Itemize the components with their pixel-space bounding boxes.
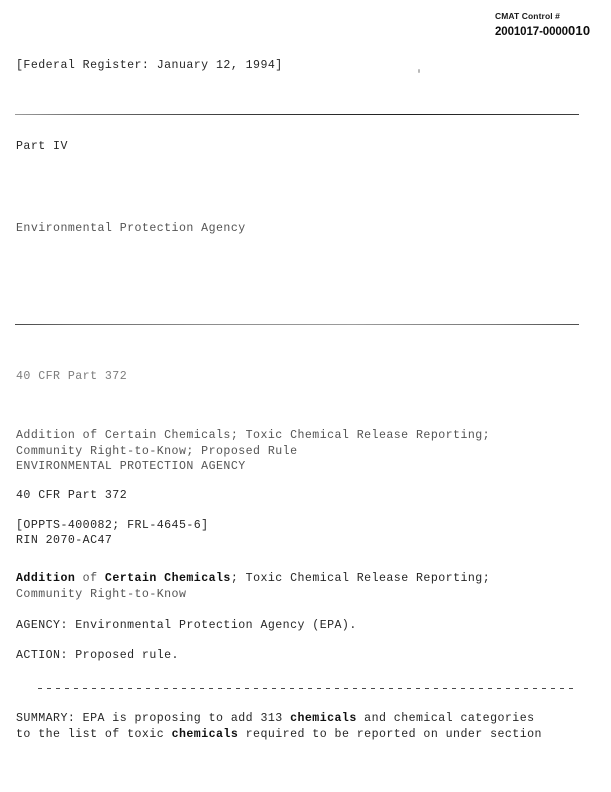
cmat-control-number-prefix: 2001017-0000	[495, 26, 568, 38]
rule-heading-bold-certain-chemicals: Certain Chemicals	[104, 572, 231, 585]
docket-number-line: [OPPTS-400082; FRL-4645-6]	[16, 519, 209, 532]
summary-line-1	[16, 711, 535, 727]
cmat-control-label: CMAT Control #	[495, 11, 560, 21]
summary-text-2b: required to be reported on under section	[238, 728, 542, 741]
cmat-control-number-tail: 010	[567, 23, 591, 38]
cfr-part-faded-line: 40 CFR Part 372	[16, 370, 128, 383]
summary-text-1b: and chemical categories	[356, 712, 535, 725]
federal-register-citation: [Federal Register: January 12, 1994]	[16, 59, 283, 72]
rule-heading-connector: of	[75, 572, 105, 585]
rule-heading-bold-addition: Addition	[16, 572, 76, 585]
title-line-2: Community Right-to-Know; Proposed Rule	[16, 445, 298, 458]
summary-line-2	[16, 727, 542, 743]
title-line-3-agency: ENVIRONMENTAL PROTECTION AGENCY	[16, 460, 246, 473]
title-line-1: Addition of Certain Chemicals; Toxic Chemical Release Reporting;	[16, 429, 491, 442]
cmat-control-number	[495, 24, 605, 39]
summary-bold-chemicals-2: chemicals	[171, 728, 239, 741]
rin-number-line: RIN 2070-AC47	[16, 534, 113, 547]
horizontal-rule-middle	[15, 324, 579, 325]
cfr-part-second-line: 40 CFR Part 372	[16, 489, 128, 502]
rule-heading-line-2: Community Right-to-Know	[16, 588, 187, 601]
part-number-line: Part IV	[16, 140, 68, 153]
dashed-separator	[38, 688, 578, 689]
scan-speck-artifact	[418, 69, 420, 73]
horizontal-rule-top	[15, 114, 579, 115]
agency-name-line: Environmental Protection Agency	[16, 222, 246, 235]
action-field-line: ACTION: Proposed rule.	[16, 649, 179, 662]
summary-text-2a: to the list of toxic	[16, 728, 172, 741]
summary-bold-chemicals-1: chemicals	[290, 712, 357, 725]
rule-heading-remainder: ; Toxic Chemical Release Reporting;	[230, 572, 491, 585]
agency-field-line: AGENCY: Environmental Protection Agency (EPA).	[16, 619, 357, 632]
summary-text-1a: SUMMARY: EPA is proposing to add 313	[16, 712, 291, 725]
cmat-control-stamp	[495, 11, 605, 39]
rule-heading-line-1	[16, 571, 490, 587]
